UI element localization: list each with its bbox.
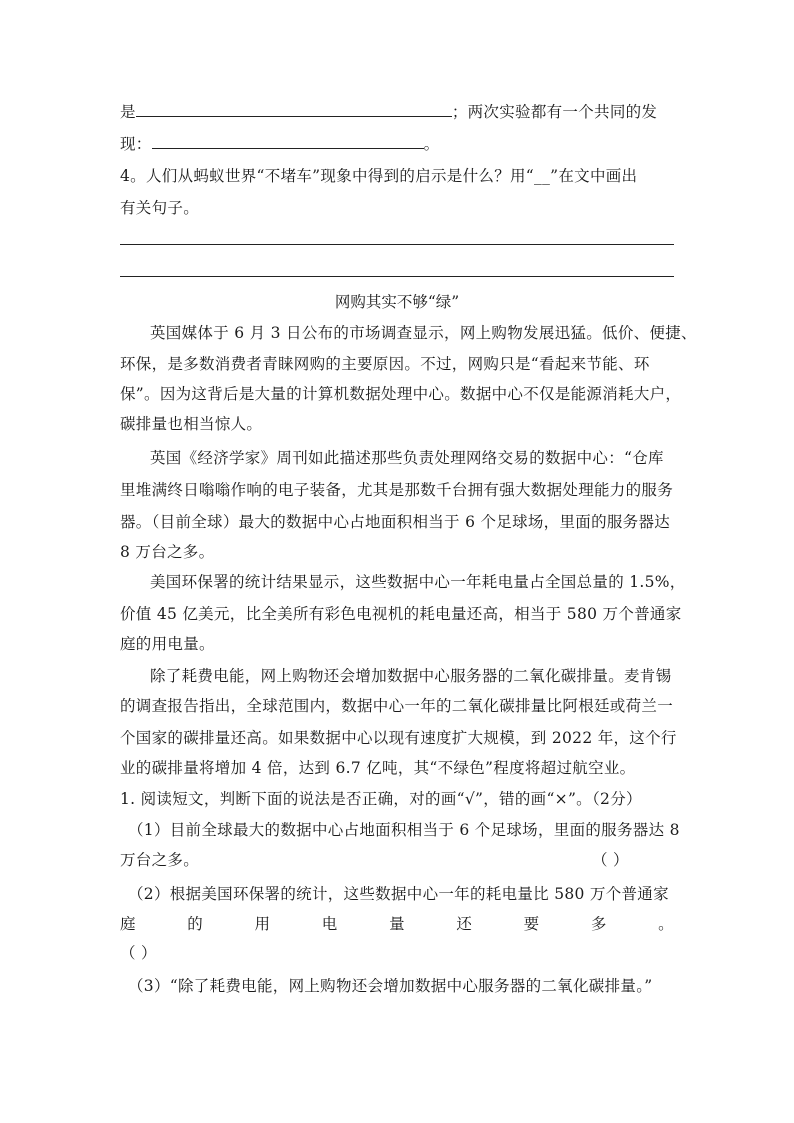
- prev-question-text: 。: [423, 135, 440, 153]
- answer-line[interactable]: [120, 276, 674, 277]
- paragraph-3-line: 价值 45 亿美元，比全美所有彩色电视机的耗电量还高，相当于 580 万个普通家: [120, 605, 682, 623]
- item-2-char: 的: [187, 915, 204, 933]
- answer-blank[interactable]: [136, 102, 452, 117]
- paragraph-4-line: 个国家的碳排量还高。如果数据中心以现有速度扩大规模，到 2022 年，这个行: [120, 729, 677, 747]
- item-1-line-1: （1）目前全球最大的数据中心占地面积相当于 6 个足球场，里面的服务器达 8: [128, 821, 680, 839]
- prev-question-text: ；两次实验都有一个共同的发: [451, 103, 658, 121]
- question-4-line-2: 有关句子。: [120, 199, 200, 217]
- item-2-line-3: [120, 943, 674, 963]
- prev-question-text: 现：: [120, 135, 152, 153]
- prev-question-text: 是: [120, 103, 136, 121]
- item-2-char: 。: [658, 915, 674, 933]
- item-1-text: 万台之多。: [120, 851, 200, 869]
- item-2-char: 庭: [120, 915, 136, 933]
- answer-parentheses[interactable]: （ ）: [120, 944, 157, 962]
- paragraph-3-line: 美国环保署的统计结果显示，这些数据中心一年耗电量占全国总量的 1.5%，: [150, 573, 686, 591]
- question-4-line-1: 4。人们从蚂蚁世界“不堵车”现象中得到的启示是什么？用“__”在文中画出: [120, 167, 638, 185]
- paragraph-1-line: 保”。因为这背后是大量的计算机数据处理中心。数据中心不仅是能源消耗大户，: [120, 385, 682, 403]
- item-1-line-2: [120, 850, 674, 870]
- item-2-char: 还: [456, 915, 473, 933]
- paragraph-1-line: 碳排量也相当惊人。: [120, 415, 263, 433]
- item-2-char: 量: [389, 915, 405, 933]
- item-2-char: 用: [254, 915, 271, 933]
- prev-question-line-2: [120, 134, 674, 154]
- question-1-stem: 1. 阅读短文，判断下面的说法是否正确，对的画“√”，错的画“×”。（2分）: [120, 790, 642, 808]
- item-3-line-1: （3）“除了耗费电能，网上购物还会增加数据中心服务器的二氧化碳排量。”: [128, 977, 653, 995]
- answer-blank[interactable]: [152, 134, 424, 149]
- prev-question-line-1: [120, 102, 674, 122]
- paragraph-2-line: 器。（目前全球）最大的数据中心占地面积相当于 6 个足球场，里面的服务器达: [120, 513, 671, 531]
- paragraph-1-line: 英国媒体于 6 月 3 日公布的市场调查显示，网上购物发展迅猛。低价、便捷、: [150, 324, 697, 342]
- item-2-line-2: [120, 914, 674, 934]
- paragraph-2-line: 8 万台之多。: [120, 543, 215, 561]
- paragraph-4-line: 业的碳排量将增加 4 倍，达到 6.7 亿吨，其“不绿色”程度将超过航空业。: [120, 759, 636, 777]
- paragraph-1-line: 环保，是多数消费者青睐网购的主要原因。不过，网购只是“看起来节能、环: [120, 355, 650, 373]
- answer-parentheses[interactable]: （ ）: [592, 851, 629, 869]
- item-2-line-1: （2）根据美国环保署的统计，这些数据中心一年的耗电量比 580 万个普通家: [128, 885, 669, 903]
- paragraph-2-line: 英国《经济学家》周刊如此描述那些负责处理网络交易的数据中心：“仓库: [150, 449, 664, 467]
- item-2-char: 要: [523, 915, 540, 933]
- paragraph-4-line: 的调查报告指出，全球范围内，数据中心一年的二氧化碳排量比阿根廷或荷兰一: [120, 697, 674, 715]
- item-2-char: 电: [321, 915, 338, 933]
- item-2-char: 多: [590, 915, 607, 933]
- article-title: 网购其实不够“绿”: [334, 293, 460, 311]
- paragraph-2-line: 里堆满终日嗡嗡作响的电子装备，尤其是那数千台拥有强大数据处理能力的服务: [120, 481, 674, 499]
- paragraph-4-line: 除了耗费电能，网上购物还会增加数据中心服务器的二氧化碳排量。麦肯锡: [150, 667, 672, 685]
- paragraph-3-line: 庭的用电量。: [120, 635, 215, 653]
- answer-line[interactable]: [120, 244, 674, 245]
